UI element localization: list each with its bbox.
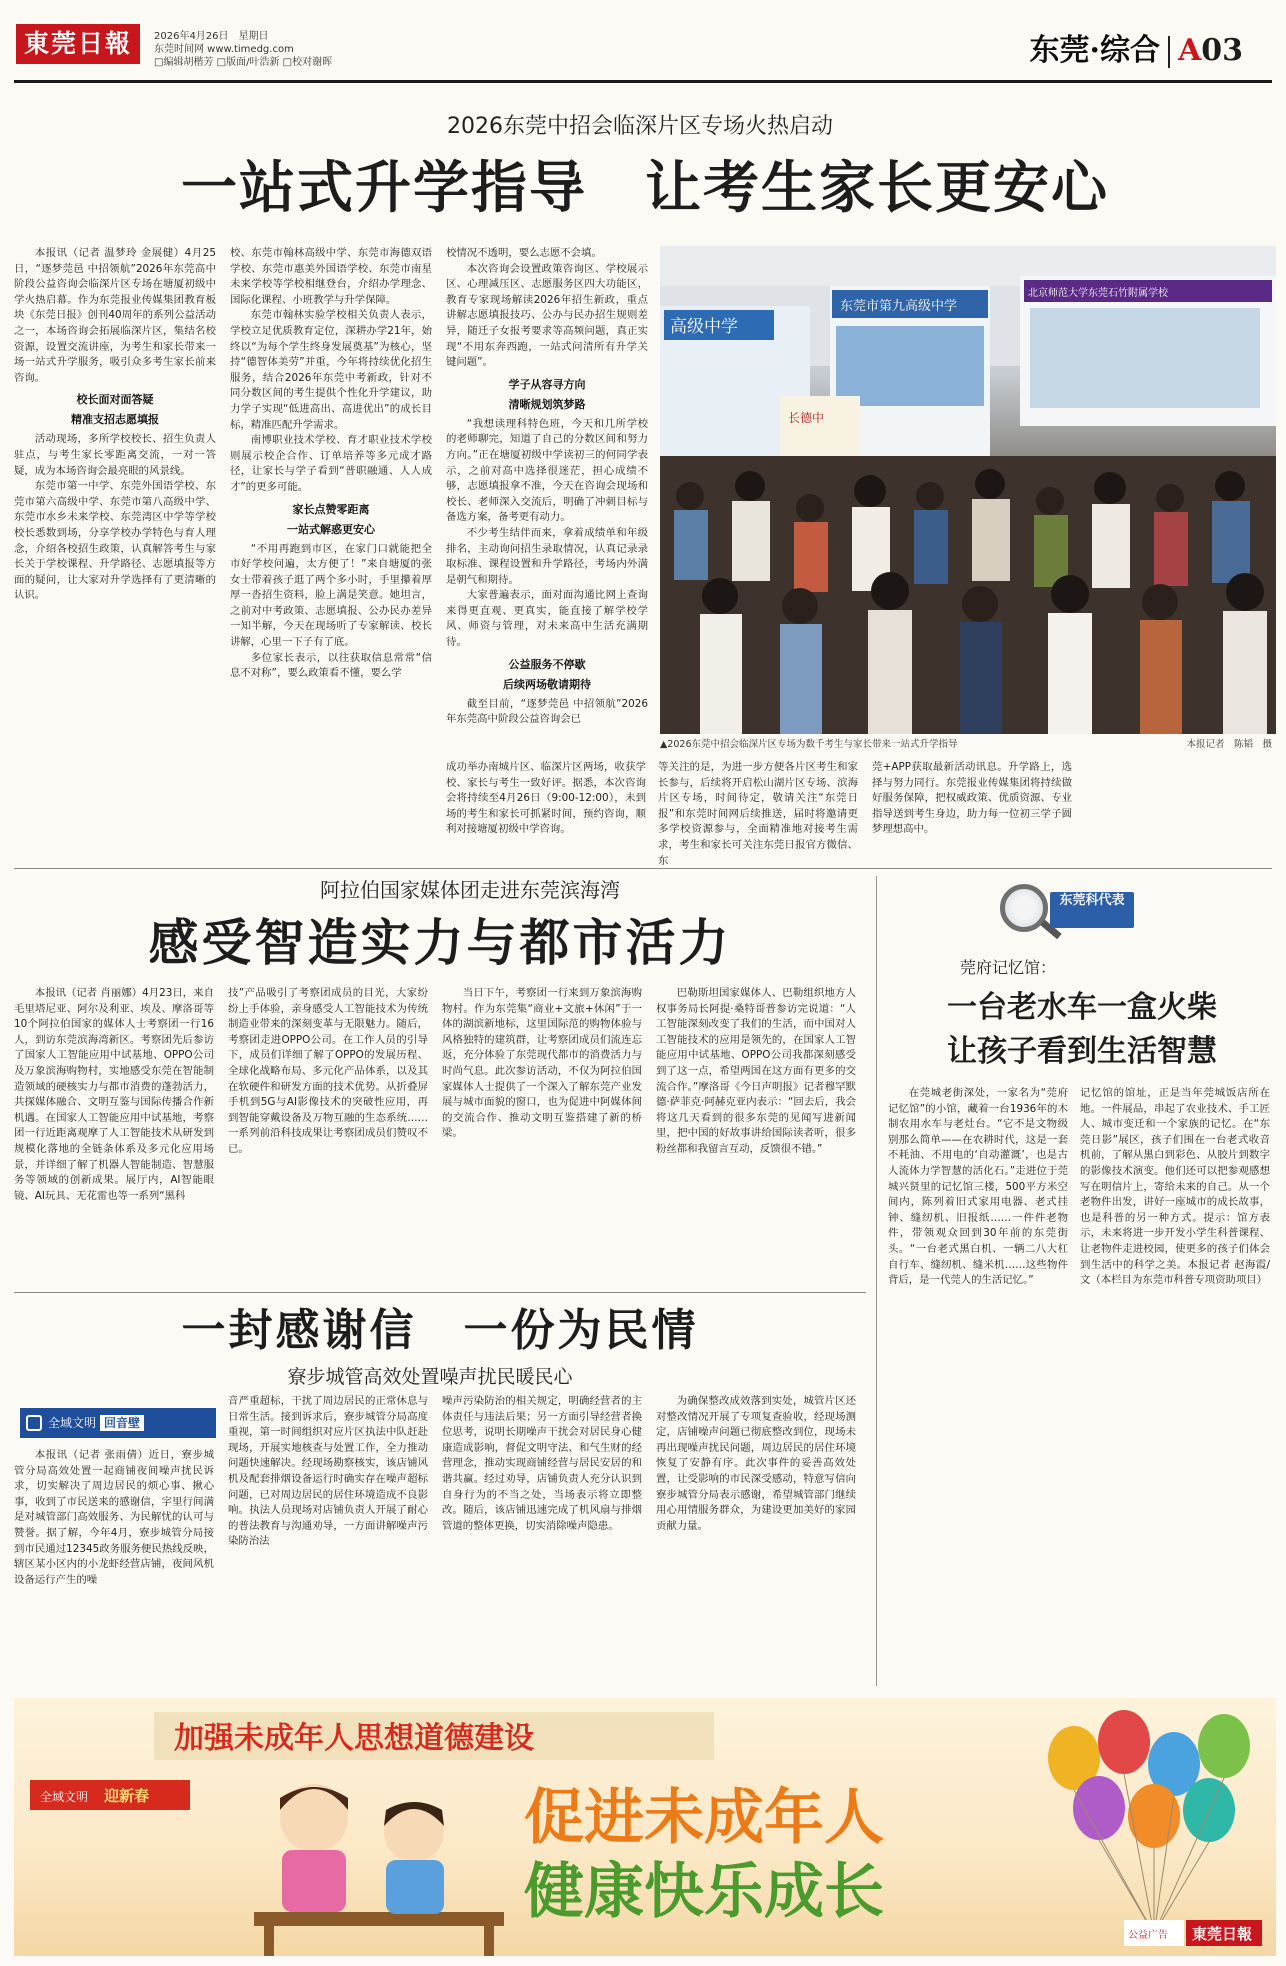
story1-column-4 bbox=[446, 760, 646, 860]
paragraph: 活动现场，多所学校校长、招生负责人驻点，与考生家长零距离交流，一对一答疑，成为本场咨询会最亮眼的风景线。 bbox=[14, 433, 216, 477]
column-divider bbox=[876, 876, 877, 1686]
page-digits: 03 bbox=[1201, 33, 1244, 68]
balloon-icon bbox=[1048, 1710, 1250, 1934]
badge-prefix: 全域文明 bbox=[48, 1416, 97, 1430]
paragraph: 南博职业技术学校、育才职业技术学校则展示校企合作、订单培养等多元成才路径，让家长与学子看到“普职融通、人人成才”的更多可能。 bbox=[230, 434, 432, 493]
section-title: 东莞·综合 bbox=[1029, 33, 1160, 68]
website: 东莞时间网 www.timedg.com bbox=[154, 44, 294, 55]
crowd-photo-illustration bbox=[660, 246, 1276, 734]
right-column-1 bbox=[888, 1086, 1068, 1686]
paragraph: 噪声污染防治的相关规定，明确经营者的主体责任与违法后果；另一方面引导经营者换位思考，说明长期噪声干扰会对居民身心健康造成影响，督促文明守法、和气生财的经营理念，推动实现商铺经营与居民安居的和谐共赢。经过劝导，店铺负责人充分认识到自身行为的不当之处，当场表示将立即整改。随后，该店铺迅速完成了机风扇与排烟管道的整体更换，切实消除噪声隐患。 bbox=[442, 1395, 642, 1532]
story2-kicker: 阿拉伯国家媒体团走进东莞滨海湾 bbox=[320, 878, 620, 902]
paragraph: 不少考生结伴而来，拿着成绩单和年级排名，主动询问招生录取情况，认真记录录取标准、课程设置和升学路径，考场内外满是朝气和期待。 bbox=[446, 526, 648, 586]
story2-column-2 bbox=[228, 986, 428, 1284]
story1-column-2 bbox=[230, 246, 432, 736]
paragraph: 本报讯（记者 温梦玲 金展健）4月25日，“逐梦莞邑 中招领航”2026年东莞高中阶段公益咨询会临深片区专场在塘厦初级中学火热启幕。作为东莞报业传媒集团教育板块《东莞日报》创刊40周年的系列公益活动之一，本场咨询会拓展临深片区，集结名校资源，设置交流讲座，为考生和家长带来一场一站式升学服务，吸引众多考生家长前来咨询。 bbox=[14, 247, 216, 384]
paragraph: 校情况不透明，要么志愿不会填。 bbox=[446, 247, 602, 259]
headline-line-2: 让孩子看到生活智慧 bbox=[947, 1034, 1217, 1069]
right-headline bbox=[892, 986, 1272, 1074]
subhead: 后续两场敬请期待 bbox=[503, 677, 591, 691]
newspaper-logo: 東莞日報 bbox=[16, 24, 140, 64]
paragraph: 东莞市第一中学、东莞外国语学校、东莞市第六高级中学、东莞市第八高级中学、东莞市水乡未来学校、东莞湾区中学等学校校长悉数到场，分享学校办学特色与育人理念，介绍各校招生政策，认真解答考生与家长关于学校课程、升学路径、志愿填报等方面的疑问，让大家对升学选择有了更清晰的认识。 bbox=[14, 480, 216, 602]
story1-kicker: 2026东莞中招会临深片区专场火热启动 bbox=[447, 114, 833, 139]
paragraph: 在莞城老街深处，一家名为“莞府记忆馆”的小馆，藏着一台1936年的木制农用水车与老灶台。“它不是文物级别那么简单——在农耕时代，这是一套不耗油、不用电的‘自动灌溉’，也是古人流体力学智慧的活化石。”走进位于莞城兴贤里的记忆馆三楼，500平方米空间内，陈列着旧式家用电器、老式挂钟、缝纫机、旧报纸……一件件老物件，带领观众回到30年前的东莞街头。“一台老式黑白机、一辆二八大杠自行车、缝纫机、缝米机……这些物件背后，是一代莞人的生活记忆。” bbox=[888, 1087, 1068, 1287]
section-rule bbox=[14, 1292, 866, 1293]
top-rule bbox=[14, 80, 1272, 83]
story1-headline: 一站式升学指导 让考生家长更安心 bbox=[181, 155, 1109, 221]
paragraph: 技”产品吸引了考察团成员的目光，大家纷纷上手体验，亲身感受人工智能技术为传统制造业带来的深刻变革与无限魅力。随后，考察团走进OPPO公司。在工作人员的引导下，成员们详细了解了OPPO的发展历程、全球化战略布局、多元化产品体系，以及其在软硬件和研发方面的技术优势。从折叠屏手机到5G与AI影像技术的突破性应用，再到智能穿戴设备及万物互融的生态系统……一系列前沿科技成果让考察团成员们赞叹不已。 bbox=[228, 987, 428, 1155]
story3-column-2 bbox=[228, 1394, 428, 1686]
sign-left: 高级中学 bbox=[670, 317, 738, 337]
paragraph: 巴勒斯坦国家媒体人、巴勒组织地方人权事务局长阿提·桑特哥普参访完说道：“人工智能深刻改变了我们的生活，而中国对人工智能技术的应用是领先的，在国家人工智能应用中试基地、OPPO公司我都深刻感受到了这一点，希望两国在这方面有更多的交流合作。”摩洛哥《今日声明报》记者穆罕默德·萨菲克·阿赫克亚内表示：“回去后，我会将这几天看到的很多东莞的见闻写进新闻里，把中国的好故事讲给国际读者听，很多粉丝都和我留言互动，反馈很不错。” bbox=[656, 987, 856, 1155]
board-text: 长德中 bbox=[788, 411, 825, 425]
sign-center: 东莞市第九高级中学 bbox=[840, 299, 958, 314]
paragraph: 校、东莞市翰林高级中学、东莞市海德双语学校、东莞市惠美外国语学校、东莞市南星未来学校等学校相继登台，介绍办学理念、国际化课程、小班教学与升学保障。 bbox=[230, 247, 432, 306]
photo-credit: 本报记者 陈韬 摄 bbox=[1186, 739, 1272, 750]
story3-headline: 一封感谢信 一份为民情 bbox=[181, 1305, 699, 1356]
story2-column-3 bbox=[442, 986, 642, 1284]
subhead: 清晰规划筑梦路 bbox=[508, 397, 586, 411]
paragraph: 截至目前，“逐梦莞邑 中招领航”2026年东莞高中阶段公益咨询会已 bbox=[446, 697, 648, 726]
ad-slogan-line-1: 促进未成年人 bbox=[524, 1783, 884, 1853]
date-line: 2026年4月26日 星期日 bbox=[154, 31, 269, 42]
story1-photo bbox=[660, 246, 1276, 734]
badge-square-icon bbox=[26, 1415, 42, 1431]
paragraph: 等关注的是，为进一步方便各片区考生和家长参与，后续将开启松山湖片区专场、滨海片区专场，时间待定，敬请关注“东莞日报”和东莞时间网后续推送，届时将邀请更多学校资源参与，全面精准地对接考生需求，考生和家长可关注东莞日报官方微信、东 bbox=[658, 761, 858, 867]
masthead bbox=[0, 0, 1286, 84]
sign-right: 北京师范大学东莞石竹附属学校 bbox=[1028, 288, 1168, 299]
paragraph: 为确保整改成效落到实处，城管片区还对整改情况开展了专项复查验收，经现场测定，店铺噪声问题已彻底整改到位，现场未再出现噪声扰民问题，周边居民的居住环境恢复了安静有序。此次事件的妥善高效处置，让受影响的市民深受感动，特意写信向寮步城管分局表示感谢，希望城管部门继续用心用情服务群众，为建设更加美好的家园贡献力量。 bbox=[656, 1395, 856, 1532]
subhead: 校长面对面答疑 bbox=[76, 393, 154, 407]
paragraph: 记忆馆的馆址，正是当年莞城饭店所在地。一件展品，串起了农业技术、手工匠人、城市变迁和一个家族的记忆。在“东莞日影”展区，孩子们围在一台老式收音机前，了解从黑白到彩色、从胶片到数字的影像技术演变。他们还可以把参观感想写在明信片上，寄给未来的自己。从一个老物件出发，讲好一座城市的成长故事，也是科普的另一种方式。提示：馆方表示，未来将进一步开发小学生科普课程、让老物件走进校园，使更多的孩子们体会到生活中的科学之美。本报记者 赵海霞/文（本栏目为东莞市科普专项资助项目） bbox=[1080, 1087, 1270, 1287]
ad-badge-highlight: 迎新春 bbox=[104, 1787, 150, 1805]
ad-badge-prefix: 全域文明 bbox=[40, 1790, 89, 1804]
story1-column-6 bbox=[872, 760, 1072, 860]
headline-line-1: 一台老水车一盒火柴 bbox=[947, 990, 1217, 1025]
caption-text: ▲2026东莞中招会临深片区专场为数千考生与家长带来一站式升学指导 bbox=[660, 739, 958, 750]
story3-column-1 bbox=[14, 1448, 214, 1686]
paragraph: 本报讯（记者 肖丽娜）4月23日，来自毛里塔尼亚、阿尔及利亚、埃及、摩洛哥等10个阿拉伯国家的媒体人士考察团一行16人，到访东莞滨海湾新区。考察团先后参访了国家人工智能应用中试基地、OPPO公司及万象滨海购物村，实地感受东莞在智能制造领域的硬核实力与都市消费的蓬勃活力，共探媒体融合、文明互鉴与国际传播合作新机遇。在国家人工智能应用中试基地，考察团一行近距离观摩了人工智能技术从研发到规模化落地的全链条体系及多元化应用场景，并详细了解了机器人智能制造、智慧服务等领域的创新成果。展厅内，AI智能眼镜、AI玩具、无花雷也等一系列“黑科 bbox=[14, 987, 214, 1202]
staff-line: □编辑胡楷芳 □版面/叶浩新 □校对谢晖 bbox=[154, 57, 333, 68]
ad-artwork bbox=[14, 1698, 1276, 1956]
paragraph: 音严重超标，干扰了周边居民的正常休息与日常生活。接到诉求后，寮步城管分局高度重视，第一时间组织对应片区执法中队赶赴现场，开展实地核查与处置工作，全力推动问题快速解决。经现场勘察核实，该店铺风机及配套排烟设备运行时确实存在噪声超标问题，已对周边居民的居住环境造成不良影响。执法人员现场对店铺负责人开展了耐心的普法教育与沟通劝导，一方面讲解噪声污染防治法 bbox=[228, 1395, 428, 1548]
paragraph: 多位家长表示，以往获取信息常常“信息不对称”，要么政策看不懂，要么学 bbox=[230, 651, 432, 680]
story2-column-1 bbox=[14, 986, 214, 1284]
ad-slogan-line-2: 健康快乐成长 bbox=[524, 1857, 884, 1927]
science-rep-badge bbox=[1000, 880, 1140, 940]
ad-footer-label: 公益广告 bbox=[1128, 1930, 1168, 1941]
story3-kicker: 寮步城管高效处置噪声扰民暖民心 bbox=[287, 1366, 573, 1388]
story3-column-3 bbox=[442, 1394, 642, 1686]
section-rule bbox=[14, 868, 1272, 869]
paragraph: 本报讯（记者 张雨倩）近日，寮步城管分局高效处置一起商铺夜间噪声扰民诉求，切实解决了周边居民的烦心事、揪心事，收到了市民送来的感谢信，字里行间满是对城管部门高效服务、为民解忧的认可与赞誉。据了解，今年4月，寮步城管分局接到市民通过12345政务服务便民热线反映，辖区某小区内的小龙虾经营店铺，夜间风机设备运行产生的噪 bbox=[14, 1449, 214, 1586]
paragraph: “不用再跑到市区，在家门口就能把全市好学校问遍，太方便了！”来自塘厦的张女士带着孩子逛了两个多小时，手里攥着厚厚一沓招生资料，脸上满是笑意。她坦言，之前对中考政策、志愿填报、公办民办差异一知半解，今天在现场听了专家解读、校长讲解，心里一下子有了底。 bbox=[230, 542, 432, 649]
page-number bbox=[1178, 30, 1270, 72]
story3-column-4 bbox=[656, 1394, 856, 1686]
paragraph: “我想读理科特色班，今天和几所学校的老师聊完，知道了自己的分数区间和努力方向。”正在塘厦初级中学读初三的何同学表示，之前对高中选择很迷茫，担心成绩不够，志愿填报拿不准，今天在咨询会现场和校长、老师深入交流后，明确了冲刺目标与备选方案，备考更有动力。 bbox=[446, 417, 648, 524]
story1-column-7 bbox=[1084, 760, 1274, 860]
publication-meta bbox=[154, 30, 594, 69]
paragraph: 东莞市翰林实验学校相关负责人表示，学校立足优质教育定位，深耕办学21年，始终以“为每个学生终身发展奠基”为核心，坚持“德智体美劳”并重，今年将持续优化招生服务，结合2026年东莞中考新政，针对不同分数区间的考生提供个性化升学建议，助力学子实现“低进高出、高进优出”的成长目标，精准匹配升学需求。 bbox=[230, 309, 432, 431]
subhead: 精准支招志愿填报 bbox=[71, 413, 159, 427]
subhead: 公益服务不停歇 bbox=[508, 657, 586, 671]
paragraph: 成功举办南城片区、临深片区两场，收获学校、家长与考生一致好评。据悉，本次咨询会将持续至4月26日（9:00-12:00），未到场的考生和家长可抓紧时间，预约咨询，顺利对接塘厦初级中学咨询。 bbox=[446, 761, 646, 836]
ad-title: 加强未成年人思想道德建设 bbox=[174, 1721, 534, 1756]
subhead: 学子从容寻方向 bbox=[508, 377, 586, 391]
newspaper-logo-icon: 東莞日報 bbox=[1192, 1925, 1253, 1943]
section-divider bbox=[1168, 36, 1170, 68]
subhead: 家长点赞零距离 bbox=[292, 502, 370, 516]
story1-column-3 bbox=[446, 246, 648, 736]
badge-label: 东莞科代表 bbox=[1050, 892, 1134, 928]
paragraph: 大家普遍表示，面对面沟通比网上查询来得更直观、更真实，能直接了解学校学风、师资与管理，对未来高中生活充满期待。 bbox=[446, 589, 648, 649]
subhead: 一站式解惑更安心 bbox=[287, 522, 375, 536]
story1-column-5 bbox=[658, 760, 858, 867]
badge-highlight: 回音壁 bbox=[100, 1415, 144, 1431]
story2-headline: 感受智造实力与都市活力 bbox=[148, 913, 732, 972]
paragraph: 莞+APP获取最新活动讯息。升学路上，选择与努力同行。东莞报业传媒集团将持续做好服务保障，把权威政策、优质资源、专业指导送到考生身边，助力每一位初三学子圆梦理想高中。 bbox=[872, 761, 1072, 836]
story1-column-1 bbox=[14, 246, 216, 736]
page-prefix: A bbox=[1178, 33, 1202, 68]
right-column-2 bbox=[1080, 1086, 1270, 1686]
paragraph: 当日下午，考察团一行来到万象滨海购物村。作为东莞集“商业+文旅+休闲”于一体的湖滨新地标，这里国际范的购物体验与风格独特的建筑群，让考察团成员们流连忘返，充分体验了东莞现代都市的消费活力与时尚气息。此次参访活动，不仅为阿拉伯国家媒体人士提供了一个深入了解东莞产业发展与城市面貌的窗口，也为促进中阿媒体间的交流合作、推动文明互鉴搭建了新的桥梁。 bbox=[442, 987, 642, 1140]
paragraph: 本次咨询会设置政策咨询区、学校展示区、心理减压区、志愿服务区四大功能区，教育专家现场解读2026年招生新政，重点讲解志愿填报技巧、公办与民办招生规则差异，随迁子女报考要求等高频问题，真正实现“不用东奔西跑，一站式问清所有升学关键问题”。 bbox=[446, 262, 648, 369]
story1-photo-caption bbox=[660, 736, 1276, 754]
column-badge bbox=[20, 1408, 216, 1438]
public-service-ad bbox=[14, 1698, 1276, 1956]
story2-column-4 bbox=[656, 986, 856, 1284]
right-kicker: 莞府记忆馆： bbox=[960, 958, 1057, 977]
